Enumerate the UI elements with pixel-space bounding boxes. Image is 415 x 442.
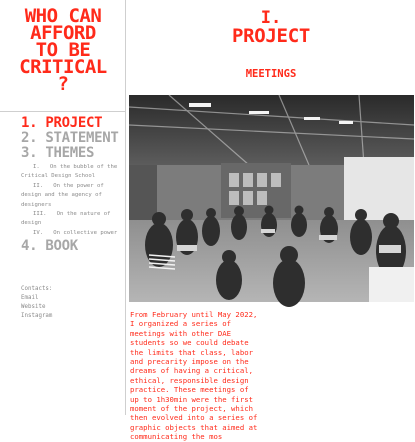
theme-item-4[interactable]: [21, 229, 125, 238]
theme-item-1[interactable]: [21, 163, 125, 182]
meeting-photo: [129, 95, 414, 302]
site-title-line: AFFORD: [30, 22, 96, 44]
site-title-line: WHO CAN: [24, 5, 102, 27]
theme-number: II.: [33, 182, 44, 189]
nav-item-project[interactable]: 1. PROJECT: [21, 115, 103, 131]
site-title-line: ?: [57, 73, 69, 95]
theme-number: III.: [33, 211, 47, 218]
site-title[interactable]: [0, 5, 126, 95]
theme-label: On the bubble of the Critical Design School: [21, 164, 118, 180]
nav-item-book[interactable]: 4. BOOK: [21, 238, 78, 255]
theme-item-3[interactable]: [21, 210, 125, 229]
project-description: From February until May 2022, I organized a series of meetings with other DAE students so we could debate the limits that class, labor and precarity impose on the dreams of having a critical, ethical, responsible design practice. These meetings of up to 1h30min were the first moment of the project, which then evolved into a series of graphic objects that aimed at communicating the mos: [130, 310, 258, 442]
theme-label: On the power of design and the agency of designers: [21, 182, 104, 208]
site-title-line: TO BE: [35, 39, 91, 61]
theme-number: I.: [33, 164, 40, 170]
theme-label: On collective power: [53, 229, 118, 236]
instagram-link[interactable]: Instagram: [21, 313, 53, 319]
meeting-photo-image: [129, 95, 414, 302]
sidebar-divider: [0, 111, 126, 112]
theme-label: On the nature of design: [21, 211, 111, 227]
sidebar: [0, 0, 126, 415]
contact-heading: Contacts:: [21, 286, 53, 292]
page-title: PROJECT: [232, 25, 310, 47]
theme-item-2[interactable]: [21, 182, 125, 210]
website-link[interactable]: Website: [21, 304, 46, 310]
main-content: [127, 0, 415, 442]
themes-subnav: [21, 163, 125, 238]
nav-item-statement[interactable]: 2. STATEMENT: [21, 130, 119, 146]
theme-number: IV.: [33, 229, 44, 236]
page-subtitle: MEETINGS: [245, 68, 297, 80]
email-link[interactable]: Email: [21, 295, 39, 301]
nav-item-themes[interactable]: 3. THEMES: [21, 145, 95, 161]
contact-block: [21, 285, 121, 321]
section-number: I.: [260, 8, 282, 28]
site-title-line: CRITICAL: [19, 56, 107, 78]
main-nav: [21, 116, 125, 254]
